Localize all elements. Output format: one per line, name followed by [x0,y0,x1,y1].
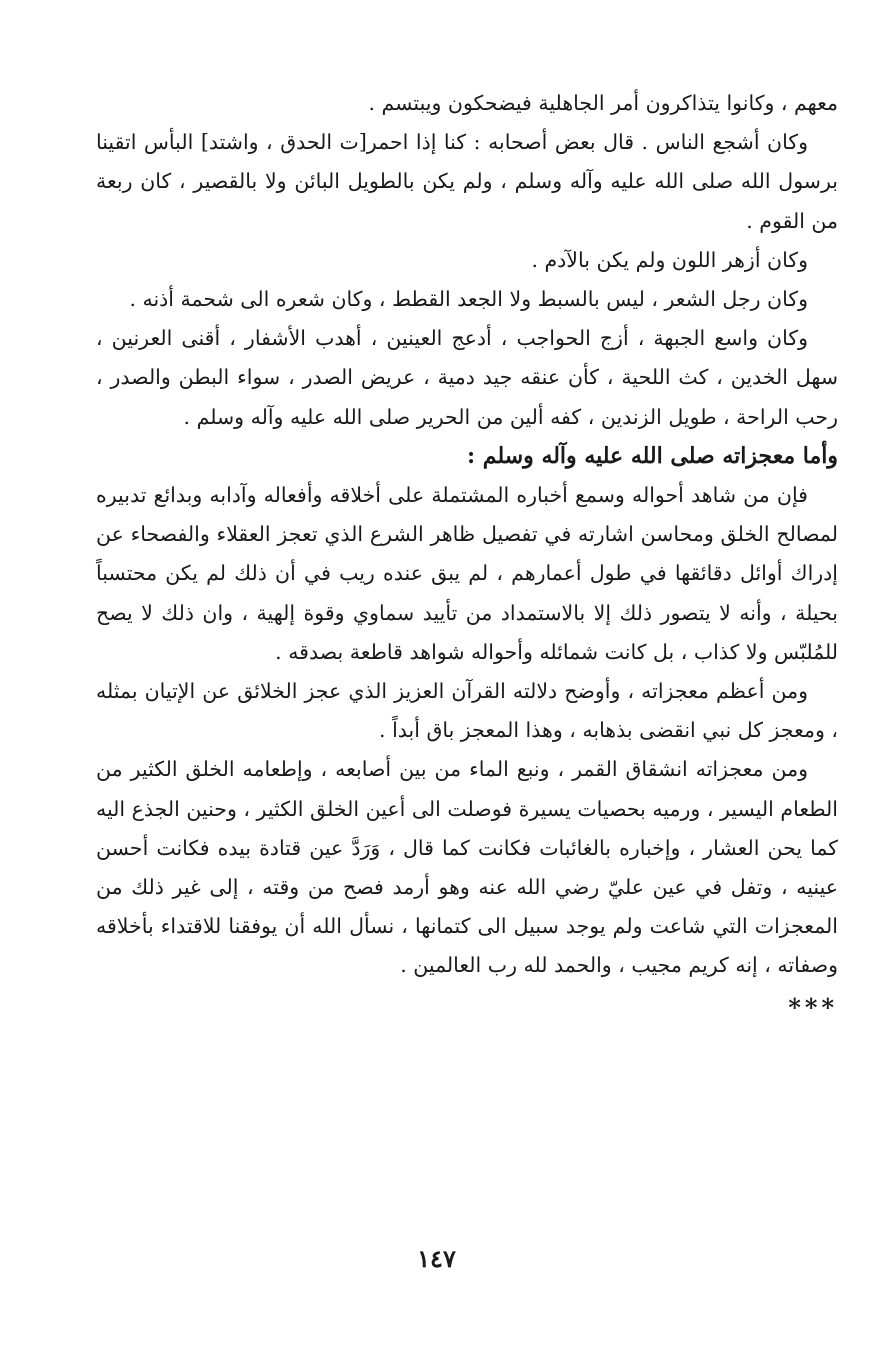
paragraph: وكان أشجع الناس . قال بعض أصحابه : كنا إذا احمر[ت الحدق ، واشتد] البأس اتقينا برسول الله صلى الله عليه وآله وسلم ، ولم يكن بالطويل البائن ولا بالقصير ، كان ربعة من القوم . [96,130,838,233]
paragraph: وكان واسع الجبهة ، أزج الحواجب ، أدعج العينين ، أهدب الأشفار ، أقنى العرنين ، سهل الخدين ، كث اللحية ، كأن عنقه جيد دمية ، عريض الصدر ، سواء البطن والصدر ، رحب الراحة ، طويل الزندين ، كفه ألين من الحرير صلى الله عليه وآله وسلم . [96,326,838,429]
section-heading: وأما معجزاته صلى الله عليه وآله وسلم : [467,442,838,469]
paragraph: فإن من شاهد أحواله وسمع أخباره المشتملة على أخلاقه وأفعاله وآدابه وبدائع تدبيره لمصالح الخلق ومحاسن اشارته في تفصيل ظاهر الشرع الذي تعجز العقلاء والفصحاء عن إدراك أوائل دقائقها في طول أعمارهم ، لم يبق عنده ريب في أن ذلك لم يكن محتسباً بحيلة ، وأنه لا يتصور ذلك إلا بالاستمداد من تأييد سماوي وقوة إلهية ، وان ذلك لا يصح للمُلبّس ولا كذاب ، بل كانت شمائله وأحواله شواهد قاطعة بصدقه . [96,483,838,664]
paragraph: وكان أزهر اللون ولم يكن بالآدم . [531,247,808,272]
page-body [96,84,838,1028]
page-number: ١٤٧ [417,1244,456,1273]
section-end-ornament: *** [788,992,838,1022]
paragraph: ومن معجزاته انشقاق القمر ، ونبع الماء من بين أصابعه ، وإطعامه الخلق الكثير من الطعام اليسير ، ورميه بحصيات يسيرة فوصلت الى أعين الخلق الكثير ، وحنين الجذع اليه كما يحن العشار ، وإخباره بالغائبات فكانت كما قال ، وَرَدَّ عين قتادة بيده فكانت أحسن عينيه ، وتفل في عين عليّ رضي الله عنه وهو أرمد فصح من وقته ، إلى غير ذلك من المعجزات التي شاعت ولم يوجد سبيل الى كتمانها ، نسأل الله أن يوفقنا للاقتداء بأخلاقه وصفاته ، إنه كريم مجيب ، والحمد لله رب العالمين . [96,757,838,978]
paragraph: معهم ، وكانوا يتذاكرون أمر الجاهلية فيضحكون ويبتسم . [368,91,838,115]
paragraph: ومن أعظم معجزاته ، وأوضح دلالته القرآن العزيز الذي عجز الخلائق عن الإتيان بمثله ، ومعجز كل نبي انقضى بذهابه ، وهذا المعجز باق أبداً . [96,679,838,743]
paragraph: وكان رجل الشعر ، ليس بالسبط ولا الجعد القطط ، وكان شعره الى شحمة أذنه . [129,287,808,312]
